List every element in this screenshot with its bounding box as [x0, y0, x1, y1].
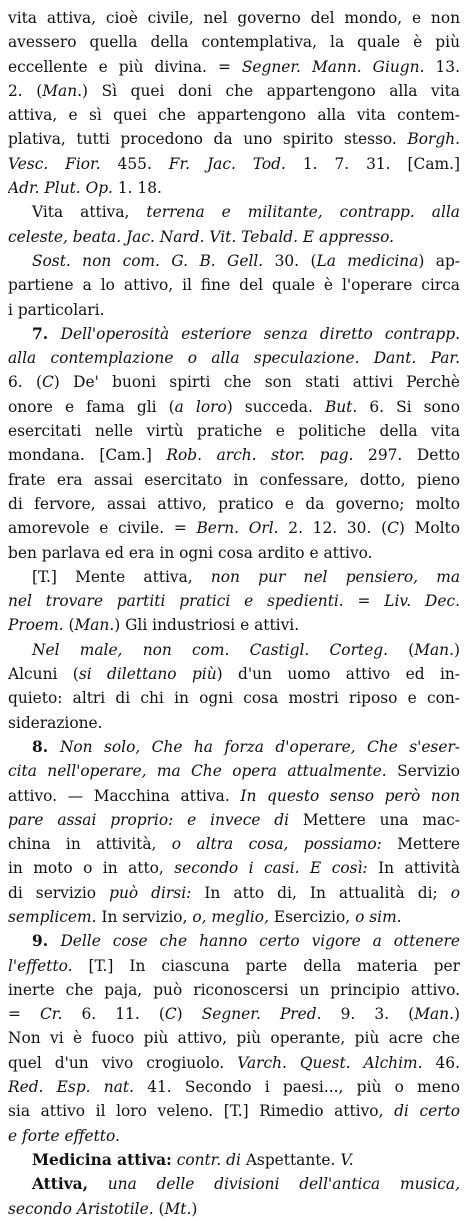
text-line — [8, 370, 460, 394]
text-line — [8, 662, 460, 686]
text-segment: terrena e militante, contrapp. alla — [146, 203, 460, 222]
text-line — [8, 225, 460, 249]
text-line — [8, 613, 460, 637]
text-segment: ) Molto — [398, 519, 460, 538]
text-segment: ben parlava ed era in ogni cosa ardito e attivo. — [8, 543, 373, 562]
text-segment: Adr. Plut. Op. — [8, 179, 113, 198]
text-segment: 6. Si sono — [357, 397, 460, 416]
text-line — [8, 419, 460, 443]
text-line — [8, 152, 460, 176]
text-segment: Rob. arch. stor. pag. — [166, 446, 354, 465]
text-line — [8, 1099, 460, 1123]
text-segment: Nel male, non com. Castigl. Corteg. — [32, 640, 388, 659]
text-segment: frate era assai esercitato in confessare, dotto, pieno — [8, 470, 460, 489]
text-line — [8, 273, 460, 297]
text-segment: 455. — [100, 154, 169, 173]
text-line — [8, 711, 460, 735]
text-segment: C — [387, 519, 399, 538]
text-segment: ( — [153, 1199, 165, 1218]
text-segment: Mt. — [164, 1199, 192, 1218]
text-line — [8, 759, 460, 783]
text-segment: eccellente e più divina. — [8, 57, 218, 76]
text-segment: Aspettante. — [240, 1150, 341, 1169]
text-segment: ) Gli industriosi e attivi. — [114, 616, 300, 635]
text-segment: ( — [63, 616, 75, 635]
text-line — [8, 954, 460, 978]
text-line — [8, 832, 460, 856]
text-segment: a loro — [174, 397, 227, 416]
text-segment: 2. ( — [8, 81, 43, 100]
text-segment: ) — [191, 1199, 198, 1218]
text-segment: Delle cose che hanno certo vigore a ottenere — [60, 932, 460, 951]
text-segment: di fervore, assai attivo, pratico e da governo; molto — [8, 494, 460, 513]
text-line — [8, 103, 460, 127]
text-segment: Man. — [414, 640, 454, 659]
text-segment: Esercizio, — [268, 907, 356, 926]
text-segment: ) ap- — [418, 251, 460, 270]
text-segment: = Cr. — [8, 1005, 63, 1024]
text-segment: contr. di — [171, 1150, 241, 1169]
text-segment: 30. ( — [263, 251, 317, 270]
text-segment: Man. — [42, 81, 83, 100]
text-segment: ) — [453, 1005, 460, 1024]
text-segment: Man. — [74, 616, 115, 635]
text-line — [8, 516, 460, 540]
text-line — [8, 929, 460, 953]
text-line — [8, 395, 460, 419]
text-segment: Vita attiva, — [32, 203, 147, 222]
text-segment: Non vi è fuoco più attivo, più operante, più acre che — [8, 1029, 460, 1048]
text-line — [8, 492, 460, 516]
text-segment: Fr. Jac. Tod. — [168, 154, 286, 173]
text-line — [8, 808, 460, 832]
text-line — [8, 1124, 460, 1148]
text-line — [8, 1051, 460, 1075]
text-segment: Dell'operosità esteriore senza diretto contrapp. — [60, 324, 460, 343]
text-segment: pare assai proprio: e invece di — [8, 810, 290, 829]
text-segment: Segner. Pred. — [201, 1005, 322, 1024]
text-line — [8, 79, 460, 103]
text-segment: 6. ( — [8, 373, 43, 392]
text-line — [8, 1197, 460, 1221]
text-line — [8, 856, 460, 880]
text-segment: ) Sì quei doni che appartengono alla vita — [82, 81, 460, 100]
text-segment: partiene a lo attivo, il fine del quale è l'operare circa — [8, 276, 460, 295]
text-segment: 1. 18. — [112, 179, 162, 198]
text-segment: o, meglio, — [192, 907, 269, 926]
text-segment: In questo senso però non — [240, 786, 460, 805]
text-segment: siderazione. — [8, 713, 103, 732]
text-segment: semplicem. — [8, 907, 97, 926]
text-segment: Mettere — [381, 835, 460, 854]
text-segment: = Segner. Mann. Giugn. — [217, 57, 425, 76]
text-line — [8, 589, 460, 613]
text-line — [8, 346, 460, 370]
text-segment: Attiva, — [32, 1175, 89, 1194]
text-segment: secondo i casi. E così: — [174, 859, 368, 878]
text-segment: plativa, tutti procedono da uno spirito stesso. — [8, 130, 408, 149]
text-segment: 13. — [424, 57, 460, 76]
text-segment: una delle divisioni dell'antica musica, — [88, 1175, 460, 1194]
text-line — [8, 30, 460, 54]
text-segment: ) succeda. — [226, 397, 325, 416]
text-segment: nel trovare partiti pratici e spedienti. = Liv. Dec. — [8, 592, 460, 611]
text-segment: china in attività, — [8, 835, 172, 854]
text-segment: 7. — [32, 324, 61, 343]
text-segment: ( — [387, 640, 415, 659]
text-segment: di certo — [394, 1102, 460, 1121]
text-segment: In servizio, — [96, 907, 193, 926]
text-segment: 1. 7. 31. [Cam.] — [285, 154, 460, 173]
text-line — [8, 1075, 460, 1099]
text-line — [8, 638, 460, 662]
text-line — [8, 735, 460, 759]
text-segment: e forte effetto. — [8, 1126, 120, 1145]
text-line — [8, 298, 460, 322]
text-line — [8, 565, 460, 589]
text-segment: ) — [176, 1005, 202, 1024]
text-segment: Proem. — [8, 616, 64, 635]
text-segment: C — [164, 1005, 177, 1024]
text-line — [8, 1026, 460, 1050]
text-segment: Sost. non com. G. B. Gell. — [32, 251, 264, 270]
text-segment: onore e fama gli ( — [8, 397, 175, 416]
text-line — [8, 978, 460, 1002]
text-segment: [T.] In ciascuna parte della materia per — [72, 956, 460, 975]
text-segment: Servizio — [386, 762, 460, 781]
text-segment: in moto o in atto, — [8, 859, 175, 878]
text-segment: Mettere una mac- — [289, 810, 460, 829]
text-segment: Medicina attiva: — [32, 1150, 172, 1169]
text-segment: ) d'un uomo attivo ed in- — [216, 665, 460, 684]
text-line — [8, 200, 460, 224]
text-segment: i particolari. — [8, 300, 105, 319]
text-segment: C — [42, 373, 54, 392]
text-segment: = Bern. Orl. — [173, 519, 279, 538]
text-line — [8, 686, 460, 710]
text-segment: Vesc. Fior. — [8, 154, 101, 173]
text-segment: 2. 12. 30. ( — [278, 519, 388, 538]
text-segment: quieto: altri di chi in ogni cosa mostri riposo e con- — [8, 689, 460, 708]
text-segment: sia attivo il loro veleno. [T.] Rimedio attivo, — [8, 1102, 395, 1121]
text-segment: non pur nel pensiero, ma — [210, 567, 460, 586]
text-segment: 9. 3. ( — [321, 1005, 415, 1024]
text-segment: 46. — [422, 1053, 460, 1072]
text-line — [8, 55, 460, 79]
text-segment: o altra cosa, possiamo: — [171, 835, 382, 854]
text-segment: In attività — [367, 859, 460, 878]
text-line — [8, 443, 460, 467]
text-segment: vita attiva, cioè civile, nel governo del mondo, e non — [8, 9, 460, 27]
text-segment: But. — [324, 397, 358, 416]
text-segment: o — [450, 883, 460, 902]
text-line — [8, 784, 460, 808]
text-segment: esercitati nelle virtù pratiche e politiche della vita — [8, 422, 460, 441]
text-segment: di servizio — [8, 883, 110, 902]
text-segment: Borgh. — [407, 130, 460, 149]
text-line — [8, 1172, 460, 1196]
text-segment: o sim. — [355, 907, 402, 926]
text-segment: In atto di, In attualità di; — [191, 883, 451, 902]
text-segment: Alcuni ( — [8, 665, 79, 684]
text-segment: V. — [340, 1150, 354, 1169]
text-segment: quel d'un vivo crogiuolo. — [8, 1053, 238, 1072]
text-line — [8, 881, 460, 905]
text-segment: ) De' buoni spirti che son stati attivi Perchè — [53, 373, 460, 392]
text-line — [8, 468, 460, 492]
text-segment: cita nell'operare, ma Che opera attualmente. — [8, 762, 387, 781]
text-segment: 297. Detto — [353, 446, 460, 465]
text-line — [8, 322, 460, 346]
text-segment: attiva, e sì quei che appartengono alla vita contem- — [8, 106, 460, 125]
text-segment: celeste, beata. Jac. Nard. Vit. Tebald. E appresso. — [8, 227, 395, 246]
text-segment: inerte che paja, può riconoscersi un principio attivo. — [8, 980, 460, 999]
text-segment: alla contemplazione o alla speculazione. Dant. Par. — [8, 349, 460, 368]
text-segment: avessero quella della contemplativa, la quale è più — [8, 33, 460, 52]
text-segment: Varch. Quest. Alchim. — [237, 1053, 423, 1072]
text-line — [8, 249, 460, 273]
text-line — [8, 6, 460, 30]
text-segment: [T.] Mente attiva, — [32, 567, 211, 586]
text-segment: 8. — [32, 737, 60, 756]
text-line — [8, 1148, 460, 1172]
text-segment: Non solo, Che ha forza d'operare, Che s'eser- — [59, 737, 460, 756]
text-segment: può dirsi: — [109, 883, 192, 902]
text-segment: amorevole e civile. — [8, 519, 174, 538]
text-line — [8, 1002, 460, 1026]
text-segment: Red. Esp. nat. — [8, 1078, 134, 1097]
text-segment: l'effetto. — [8, 956, 73, 975]
text-segment: 6. 11. ( — [62, 1005, 165, 1024]
text-segment: La medicina — [316, 251, 419, 270]
text-segment: secondo Aristotile. — [8, 1199, 154, 1218]
text-segment: Man. — [414, 1005, 454, 1024]
text-segment: 41. Secondo i paesi..., più o meno — [133, 1078, 460, 1097]
text-segment: attivo. — Macchina attiva. — [8, 786, 241, 805]
text-line — [8, 176, 460, 200]
text-segment: si dilettano più — [78, 665, 217, 684]
text-segment: 9. — [32, 932, 61, 951]
text-segment: ) — [453, 640, 460, 659]
text-line — [8, 905, 460, 929]
text-line — [8, 541, 460, 565]
text-segment: mondana. [Cam.] — [8, 446, 167, 465]
text-line — [8, 127, 460, 151]
